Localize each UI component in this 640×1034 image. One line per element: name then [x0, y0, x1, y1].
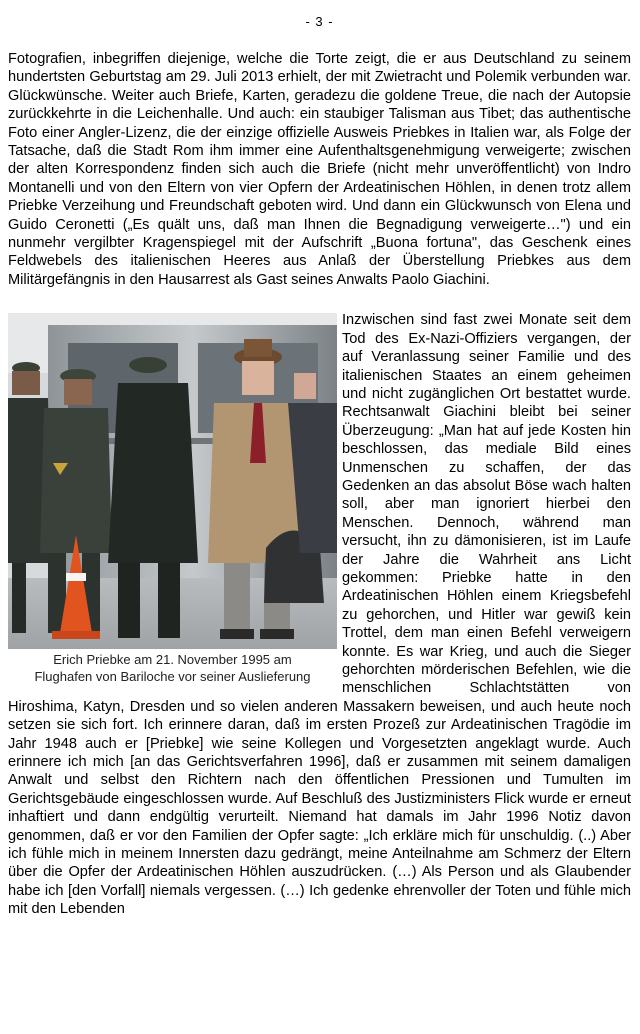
page-number: - 3 - [305, 14, 334, 29]
photo-figure [8, 313, 337, 685]
photo-caption [8, 649, 337, 685]
paragraph-1: Fotografien, inbegriffen diejenige, welche die Torte zeigt, die er aus Deutschland zu seinem hundertsten Geburtstag am 29. Juli 2013 erhielt, der mit Zwietracht und Polemik verbunden war. Glückwünsche. Weiter auch Briefe, Karten, geradezu die goldene Treue, die nach der Autopsie zurückkehrte in die Leichenhalle. Und auch: ein staubiger Talisman aus Tibet; das authentische Foto einer Angler-Lizenz, die der einzige offizielle Ausweis Priebkes in Italien war, als Folge der Tatsache, daß die Stadt Rom ihm immer eine Aufenthaltsgenehmigung verweigerte; zwischen der alten Korrespondenz finden sich auch die Briefe (nicht mehr unveröffentlicht) von Indro Montanelli und von den Eltern von vier Opfern der Ardeatinischen Höhlen, in denen trotz allem Priebke Verzeihung und Freundschaft geboten wird. Und dann ein Glückwunsch von Elena und Guido Ceronetti („Es quält uns, daß man Ihnen die Begnadigung verweigerte…") und ein nunmehr vergilbter Kragenspiegel mit der Aufschrift „Buona fortuna", das Geschenk eines Feldwebels des italienischen Heeres aus Anlaß der Überstellung Priebkes aus dem Militärgefängnis in den Hausarrest als Gast seines Anwalts Paolo Giachini. [8, 51, 631, 288]
document-page [8, 0, 631, 919]
paragraph-2: Inzwischen sind fast zwei Monate seit dem Tod des Ex-Nazi-Offiziers vergangen, der auf Veranlassung seiner Familie und des italienischen Staates an einem geheimen und nicht zugänglichen Ort bestattet wurde. Rechtsanwalt Giachini bleibt bei seiner Überzeugung: „Man hat auf jede Kosten hin beschlossen, das mediale Bild eines Unmenschen zu schaffen, der das Gedenken an das absolut Böse wach halten soll, aber man ignoriert hierbei den Menschen. Dennoch, während man versucht, ihn zu dämonisieren, ist im Laufe der Jahre die Wahrheit ans Licht gekommen: Priebke hatte in den Ardeatinischen Höhlen einem Kriegsbefehl zu gehorchen, und Hitler war gewiß kein Trottel, dem man einen Befehl verweigern konnte. Es war Krieg, und auch die Sieger gehorchten mörderischen Befehlen, wie die menschlichen Schlachtstätten von Hiroshima, Katyn, Dresden und so vielen anderen Massakern beweisen, und auch heute noch setzen sie sich fort. Ich erinnere daran, daß im ersten Prozeß zur Ardeatinischen Tragödie im Jahr 1948 auch er [Priebke] wie seine Kollegen und Vorgesetzten angeklagt wurde. Auch erinnere ich mich [an das Gerichtsverfahren 1996], daß er zusammen mit seinem damaligen Anwalt und selbst den Richtern nach den öffentlichen Pressionen und Tumulten im Gerichtsgebäude eingeschlossen wurde. Auf Beschluß des Justizministers Flick wurde er erneut inhaftiert und dann endgültig verurteilt. Niemand hat damals im Jahr 1996 Notiz davon genommen, daß er vor den Familien der Opfer sagte: „Ich erkläre mich für unschuldig. (..) Aber ich fühle mich in meinem Innersten dazu gedrängt, meine Anteilnahme am Schmerz der Eltern über die Opfer der Ardeatinischen Höhlen auszudrücken. (…) Als Person und als Glaubender habe ich [den Vorfall] niemals vergessen. (…) Ich gedenke ehrenvoller der Toten und fühle mich mit den Lebenden [8, 312, 631, 918]
airport-photo [8, 313, 337, 649]
caption-line-1: Erich Priebke am 21. November 1995 am [53, 652, 292, 668]
caption-line-2: Flughafen von Bariloche vor seiner Auslieferung [34, 669, 311, 685]
